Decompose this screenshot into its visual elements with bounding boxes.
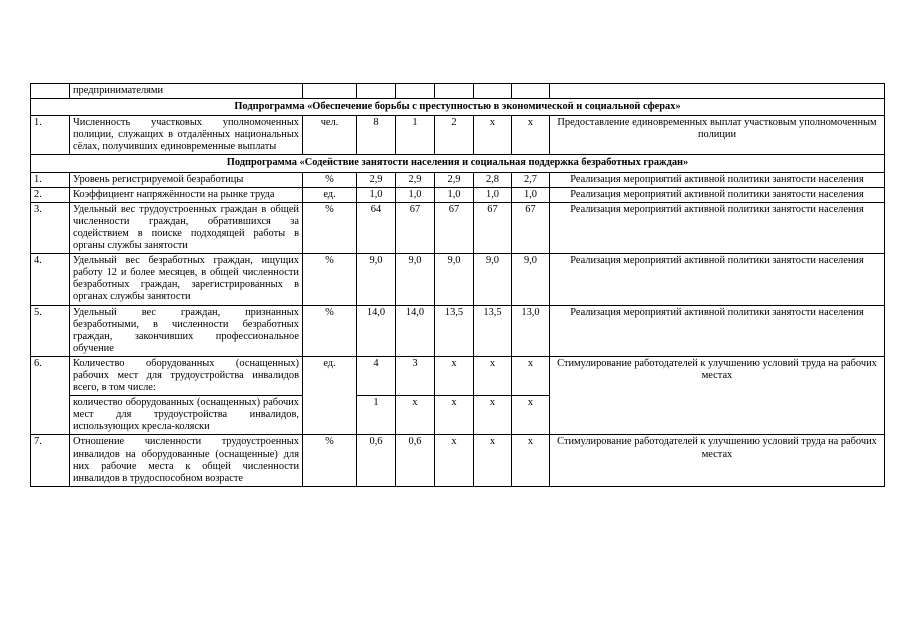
value-cell: 1,0 (512, 187, 550, 202)
value-cell (474, 84, 512, 99)
value-cell: х (512, 116, 550, 155)
value-cell: 67 (396, 202, 435, 253)
measure-cell: Стимулирование работодателей к улучшению условий труда на рабочих местах (550, 356, 885, 435)
value-cell: х (474, 396, 512, 435)
unit-cell: % (303, 202, 357, 253)
value-cell (396, 84, 435, 99)
value-cell (512, 84, 550, 99)
value-cell: 9,0 (435, 254, 474, 305)
indicator-name: Количество оборудованных (оснащенных) рабочих мест для трудоустройства инвалидов всего, в том числе: (70, 356, 303, 395)
value-cell: 67 (512, 202, 550, 253)
value-cell: 1 (396, 116, 435, 155)
indicator-name: предпринимателями (70, 84, 303, 99)
value-cell: 3 (396, 356, 435, 395)
table-row (31, 172, 885, 187)
value-cell: х (512, 435, 550, 486)
indicator-name: Уровень регистрируемой безработицы (70, 172, 303, 187)
measure-cell: Реализация мероприятий активной политики занятости населения (550, 254, 885, 305)
unit-cell: ед. (303, 187, 357, 202)
value-cell: 1,0 (357, 187, 396, 202)
indicator-name: Удельный вес трудоустроенных граждан в общей численности граждан, обратившихся за содействием в поиске подходящей работы в органы службы занятости (70, 202, 303, 253)
value-cell: 1,0 (396, 187, 435, 202)
value-cell: 2,9 (435, 172, 474, 187)
indicator-name: Отношение численности трудоустроенных инвалидов на оборудованные (оснащенные) для них рабочие места к общей численности инвалидов в трудоспособном возрасте (70, 435, 303, 486)
value-cell: 13,0 (512, 305, 550, 356)
value-cell (357, 84, 396, 99)
indicator-name: Удельный вес граждан, признанных безработными, в численности безработных граждан, закончивших профессиональное обучение (70, 305, 303, 356)
measure-cell: Предоставление единовременных выплат участковым уполномоченным полиции (550, 116, 885, 155)
value-cell: х (435, 435, 474, 486)
row-number: 2. (31, 187, 70, 202)
section-title: Подпрограмма «Обеспечение борьбы с преступностью в экономической и социальной сферах» (31, 99, 885, 116)
measure-cell: Реализация мероприятий активной политики занятости населения (550, 172, 885, 187)
unit-cell: % (303, 172, 357, 187)
unit-cell: % (303, 435, 357, 486)
value-cell: 2,8 (474, 172, 512, 187)
value-cell: 67 (474, 202, 512, 253)
value-cell: 0,6 (357, 435, 396, 486)
value-cell: 13,5 (435, 305, 474, 356)
table-row (31, 356, 885, 395)
row-number: 1. (31, 116, 70, 155)
table-row (31, 305, 885, 356)
value-cell: 2 (435, 116, 474, 155)
row-number: 5. (31, 305, 70, 356)
value-cell: 1,0 (474, 187, 512, 202)
row-number: 4. (31, 254, 70, 305)
value-cell: 14,0 (396, 305, 435, 356)
indicator-name: Численность участковых уполномоченных полиции, служащих в отдалённых национальных сёлах, получивших единовременные выплаты (70, 116, 303, 155)
value-cell: х (512, 356, 550, 395)
value-cell: 4 (357, 356, 396, 395)
value-cell: 8 (357, 116, 396, 155)
table-row (31, 116, 885, 155)
value-cell: х (396, 396, 435, 435)
row-number: 3. (31, 202, 70, 253)
value-cell: х (474, 116, 512, 155)
value-cell: 9,0 (512, 254, 550, 305)
indicator-name: количество оборудованных (оснащенных) рабочих мест для трудоустройства инвалидов, использующих кресла-коляски (70, 396, 303, 435)
table-row (31, 202, 885, 253)
row-number: 6. (31, 356, 70, 435)
table-row (31, 84, 885, 99)
value-cell: 13,5 (474, 305, 512, 356)
table-body (31, 84, 885, 487)
value-cell: х (435, 396, 474, 435)
value-cell: 64 (357, 202, 396, 253)
value-cell: 14,0 (357, 305, 396, 356)
measure-cell: Стимулирование работодателей к улучшению условий труда на рабочих местах (550, 435, 885, 486)
value-cell: 9,0 (396, 254, 435, 305)
value-cell: 1,0 (435, 187, 474, 202)
row-number: 7. (31, 435, 70, 486)
value-cell: х (435, 356, 474, 395)
measure-cell: Реализация мероприятий активной политики занятости населения (550, 305, 885, 356)
value-cell: 2,9 (396, 172, 435, 187)
unit-cell (303, 84, 357, 99)
value-cell: х (474, 435, 512, 486)
value-cell: 9,0 (357, 254, 396, 305)
unit-cell: ед. (303, 356, 357, 435)
value-cell: 0,6 (396, 435, 435, 486)
unit-cell: % (303, 305, 357, 356)
value-cell (435, 84, 474, 99)
value-cell: х (474, 356, 512, 395)
indicator-name: Коэффициент напряжённости на рынке труда (70, 187, 303, 202)
unit-cell: чел. (303, 116, 357, 155)
table-row (31, 254, 885, 305)
value-cell: 67 (435, 202, 474, 253)
value-cell: х (512, 396, 550, 435)
row-number: 1. (31, 172, 70, 187)
row-number (31, 84, 70, 99)
table-row (31, 435, 885, 486)
section-title: Подпрограмма «Содействие занятости населения и социальная поддержка безработных граждан» (31, 155, 885, 172)
measure-cell (550, 84, 885, 99)
measure-cell: Реализация мероприятий активной политики занятости населения (550, 202, 885, 253)
indicators-table (30, 83, 885, 487)
table-row (31, 187, 885, 202)
value-cell: 1 (357, 396, 396, 435)
section-heading-row (31, 99, 885, 116)
unit-cell: % (303, 254, 357, 305)
measure-cell: Реализация мероприятий активной политики занятости населения (550, 187, 885, 202)
section-heading-row (31, 155, 885, 172)
value-cell: 9,0 (474, 254, 512, 305)
value-cell: 2,7 (512, 172, 550, 187)
indicator-name: Удельный вес безработных граждан, ищущих работу 12 и более месяцев, в общей численности безработных граждан, зарегистрированных в органах службы занятости (70, 254, 303, 305)
value-cell: 2,9 (357, 172, 396, 187)
